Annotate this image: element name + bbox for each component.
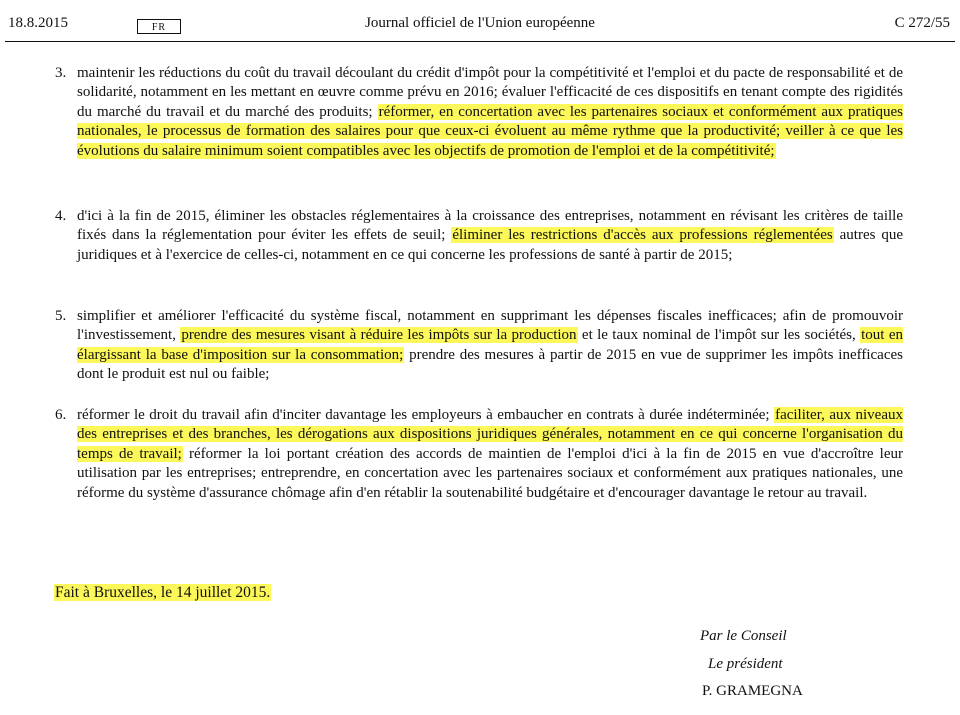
item-text [77, 207, 903, 265]
signature-body: Par le Conseil [700, 628, 787, 644]
item-number: 4. [55, 208, 67, 224]
text-segment: autres que juridiques et à l'exercice de celles-ci, notamment en ce qui concerne les professions de santé à partir de 2015; [77, 227, 903, 263]
text-segment: d'ici à la fin de 2015, éliminer les obstacles réglementaires à la croissance des entreprises, notamment en révisant les critères de taille fixés dans la réglementation pour éviter les effets de seuil; [77, 208, 903, 244]
highlighted-text: faciliter, aux niveaux des entreprises et des branches, les dérogations aux dispositions juridiques générales, notamment en ce qui concerne l'organisation du temps de travail; [77, 407, 903, 462]
text-segment: et le taux nominal de l'impôt sur les sociétés, [577, 327, 861, 344]
item-number: 3. [55, 65, 67, 81]
highlighted-text: éliminer les restrictions d'accès aux professions réglementées [452, 227, 833, 244]
list-item-3 [55, 64, 903, 161]
journal-header [0, 0, 960, 44]
page-reference: C 272/55 [894, 15, 950, 31]
language-badge: FR [137, 19, 181, 34]
header-divider [5, 41, 955, 42]
text-segment: maintenir les réductions du coût du travail découlant du crédit d'impôt pour la compétitivité et l'emploi et du pacte de responsabilité et de solidarité, notamment en les mettant en œuvre comme prévu en 2016; évaluer l'efficacité de ces dispositifs en tenant compte des rigidités du marché du travail et du marché des produits; [77, 65, 903, 120]
closing-line [54, 584, 271, 602]
item-number: 5. [55, 308, 67, 324]
highlighted-text: Fait à Bruxelles, le 14 juillet 2015. [55, 584, 271, 601]
highlighted-text: réformer, en concertation avec les partenaires sociaux et conformément aux pratiques nationales, le processus de formation des salaires pour que ceux-ci évoluent au même rythme que la productivité; veiller à ce que les évolutions du salaire minimum soient compatibles avec les objectifs de promotion de l'emploi et de la compétitivité; [77, 103, 903, 159]
item-number: 6. [55, 407, 67, 423]
list-item-6 [55, 406, 903, 503]
signature-role: Le président [708, 656, 783, 672]
list-item-4 [55, 207, 903, 265]
item-text [77, 307, 903, 385]
highlighted-text: tout en élargissant la base d'imposition sur la consommation; [77, 327, 903, 363]
signatory-name: P. GRAMEGNA [702, 683, 803, 699]
journal-title: Journal officiel de l'Union européenne [365, 15, 595, 31]
item-text [77, 64, 903, 161]
text-segment: simplifier et améliorer l'efficacité du système fiscal, notamment en supprimant les dépenses fiscales inefficaces; afin de promouvoir l'investissement, [77, 308, 903, 344]
text-segment: réformer la loi portant création des accords de maintien de l'emploi d'ici à la fin de 2015 en vue d'accroître leur utilisation par les entreprises; entreprendre, en concertation avec les partenaires sociaux et conformément aux pratiques nationales, une réforme du système d'assurance chômage afin d'en rétablir la soutenabilité budgétaire et d'encourager davantage le retour au travail. [77, 445, 904, 501]
text-segment: réformer le droit du travail afin d'inciter davantage les employeurs à embaucher en contrats à durée indéterminée; [77, 407, 775, 423]
item-text [77, 406, 903, 503]
list-item-5 [55, 307, 903, 385]
text-segment: prendre des mesures à partir de 2015 en vue de supprimer les impôts inefficaces dont le produit est nul ou faible; [77, 346, 903, 383]
highlighted-text: prendre des mesures visant à réduire les impôts sur la production [181, 327, 577, 344]
publication-date: 18.8.2015 [8, 15, 68, 31]
